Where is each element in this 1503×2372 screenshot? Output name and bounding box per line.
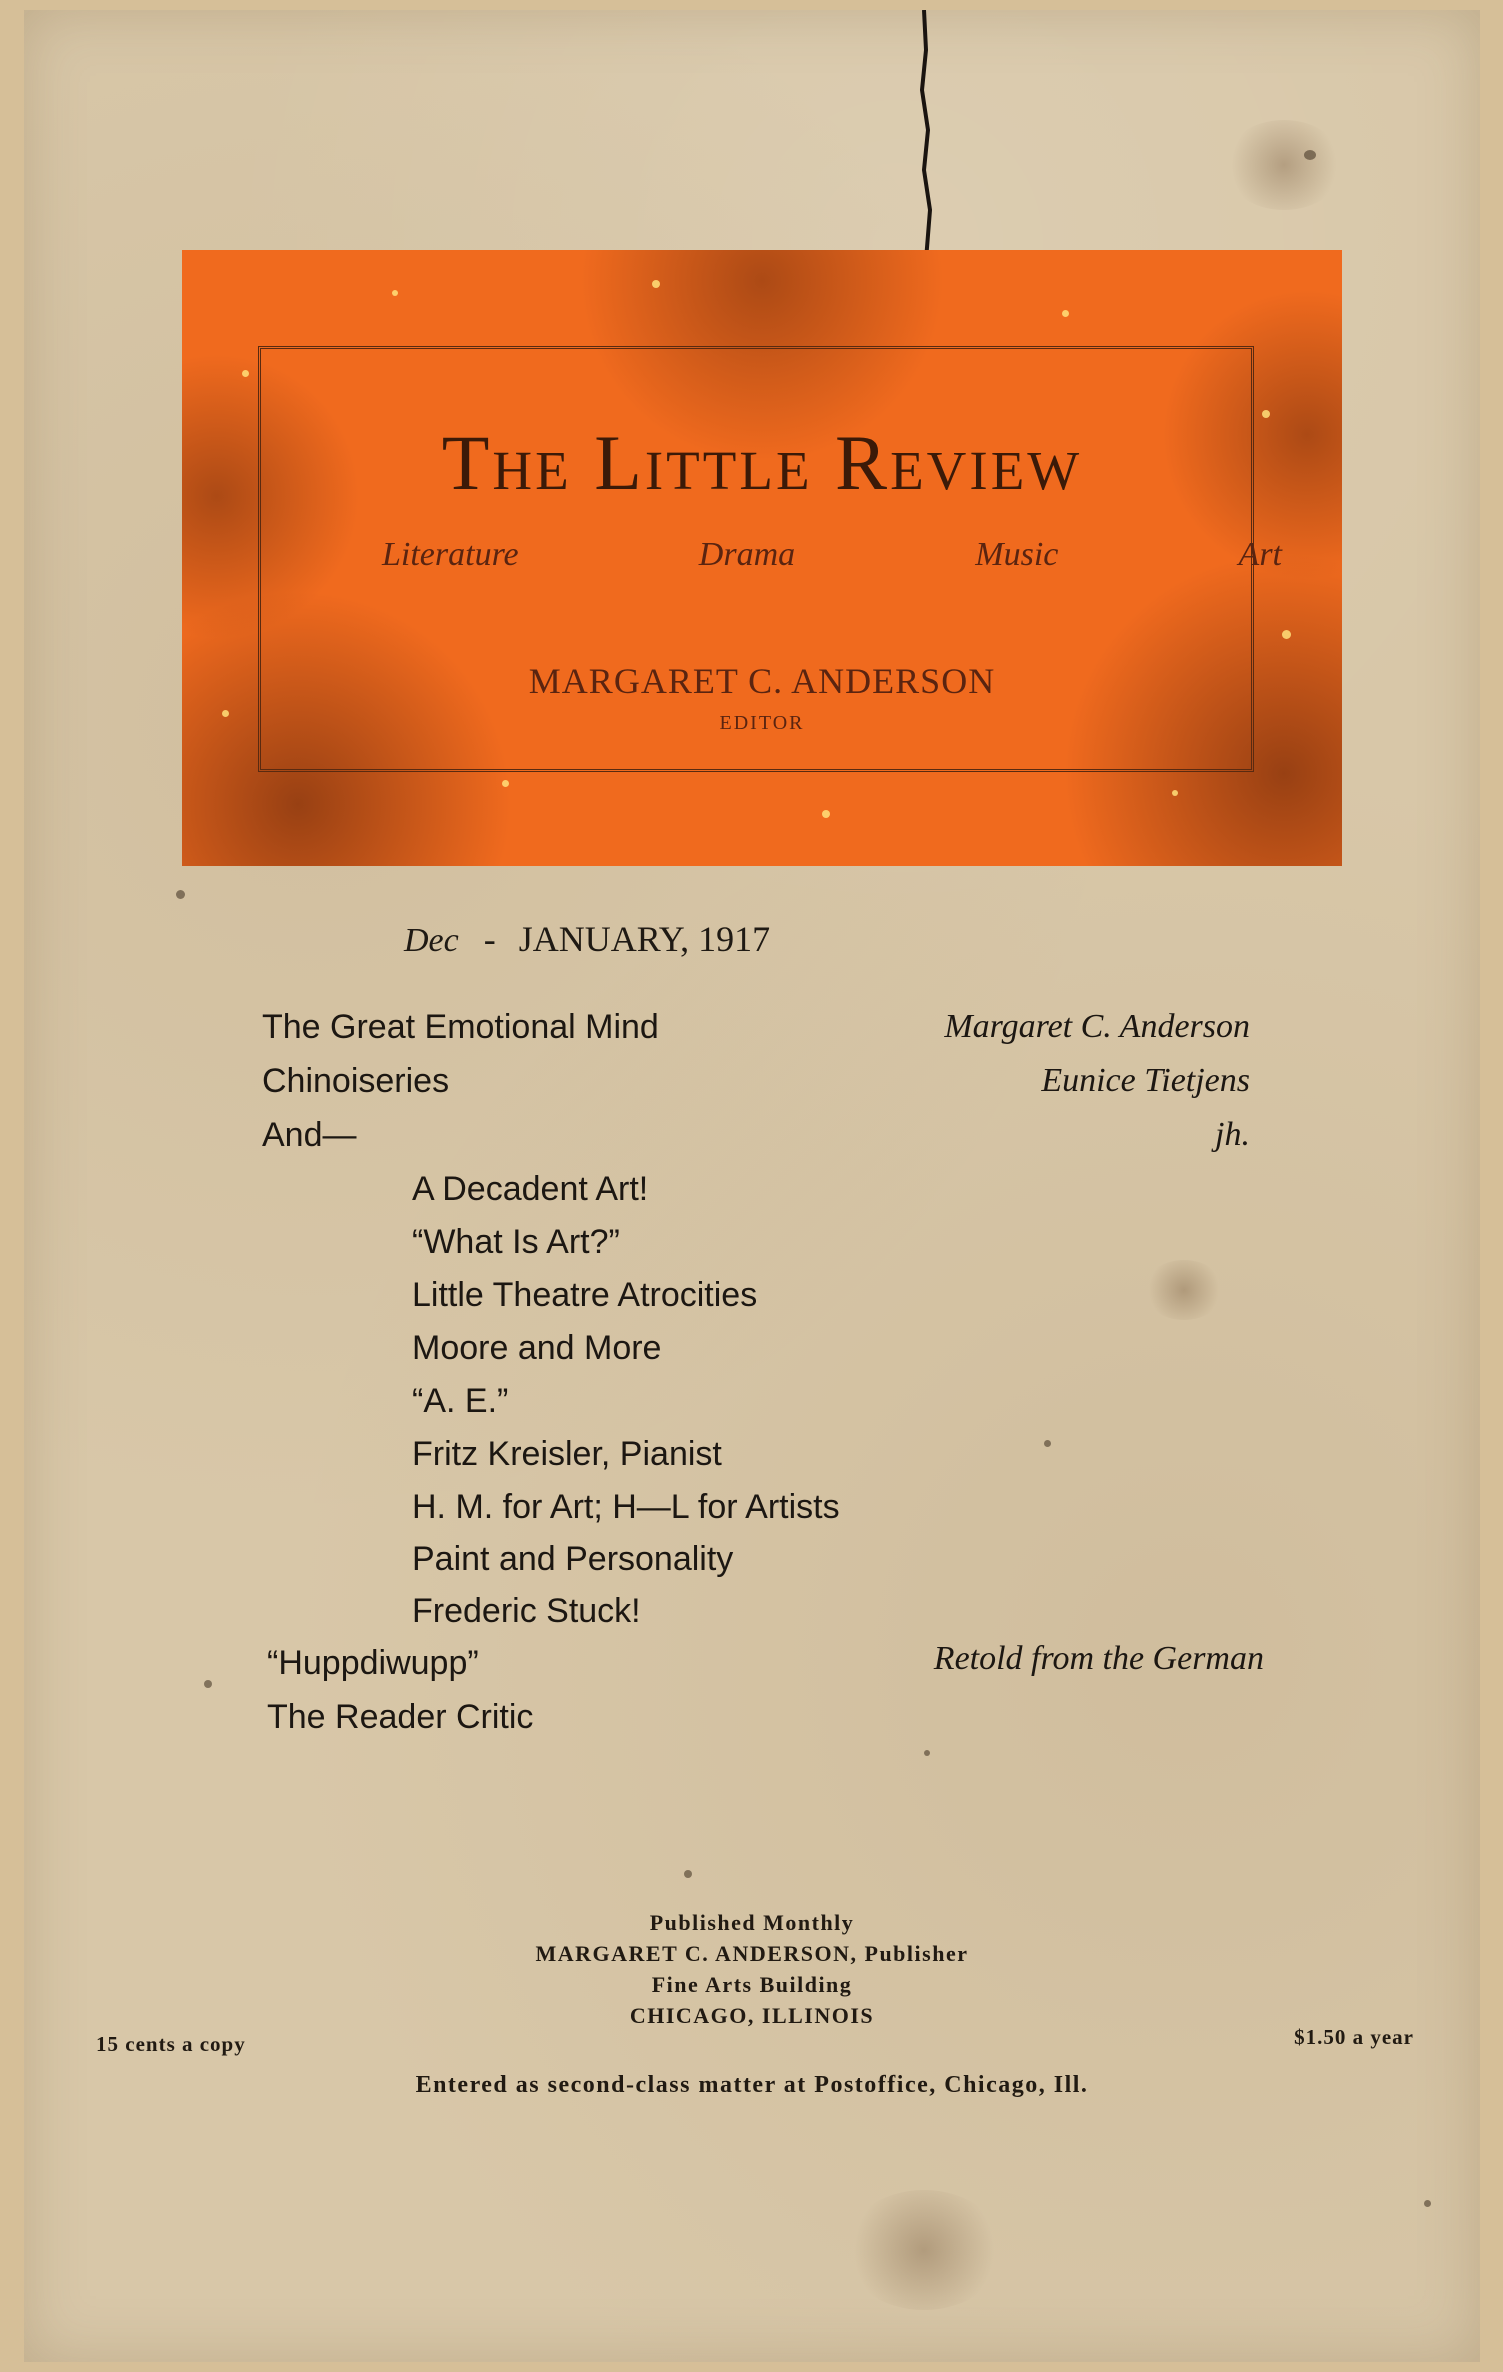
magazine-cover	[24, 10, 1480, 2362]
date-text: JANUARY, 1917	[518, 919, 771, 959]
handwritten-note: Dec	[404, 922, 459, 959]
toc-sub-item: A Decadent Art!	[412, 1170, 649, 1208]
toc-title: The Great Emotional Mind	[262, 1008, 659, 1046]
toc-sub-item: Frederic Stuck!	[412, 1592, 641, 1630]
toc-author: Margaret C. Anderson	[944, 1008, 1250, 1045]
toc-author: Eunice Tietjens	[1041, 1062, 1250, 1099]
price-per-year: $1.50 a year	[1294, 2025, 1414, 2049]
toc-title: Chinoiseries	[262, 1062, 450, 1100]
editor-name: MARGARET C. ANDERSON	[528, 661, 996, 701]
subject-art: Art	[1238, 536, 1282, 573]
subject-literature: Literature	[382, 536, 519, 573]
date-dash: -	[483, 919, 496, 959]
paper-fleck	[176, 890, 185, 899]
pub-frequency: Published Monthly	[649, 1910, 855, 1935]
toc-sub-item: “What Is Art?”	[412, 1223, 620, 1261]
toc-sub-item: Little Theatre Atrocities	[412, 1276, 758, 1314]
editor-role: EDITOR	[719, 712, 805, 734]
toc-sub-item: Fritz Kreisler, Pianist	[412, 1435, 722, 1473]
magazine-title: The Little Review	[441, 419, 1083, 506]
toc-title: “Huppdiwupp”	[267, 1644, 479, 1682]
toc-title: The Reader Critic	[267, 1698, 534, 1736]
price-per-copy: 15 cents a copy	[96, 2032, 246, 2056]
toc-sub-item: H. M. for Art; H—L for Artists	[412, 1488, 840, 1526]
toc-author: jh.	[1215, 1116, 1250, 1153]
publisher-city: CHICAGO, ILLINOIS	[629, 2003, 875, 2028]
postal-note: Entered as second-class matter at Postoffice, Chicago, Ill.	[415, 2072, 1089, 2098]
subject-drama: Drama	[698, 536, 796, 573]
publisher-building: Fine Arts Building	[651, 1972, 853, 1997]
paper-fleck	[204, 1680, 212, 1688]
paper-fleck	[1304, 150, 1316, 160]
toc-sub-item: “A. E.”	[412, 1382, 509, 1420]
publisher-name: MARGARET C. ANDERSON, Publisher	[535, 1941, 969, 1966]
subject-music: Music	[975, 536, 1059, 573]
paper-fleck	[1424, 2200, 1431, 2207]
toc-sub-item: Paint and Personality	[412, 1540, 734, 1578]
toc-sub-item: Moore and More	[412, 1329, 662, 1367]
toc-title: And—	[262, 1116, 357, 1154]
paper-fleck	[1044, 1440, 1051, 1447]
paper-fleck	[924, 1750, 930, 1756]
toc-author: Retold from the German	[933, 1640, 1264, 1677]
paper-fleck	[684, 1870, 692, 1878]
